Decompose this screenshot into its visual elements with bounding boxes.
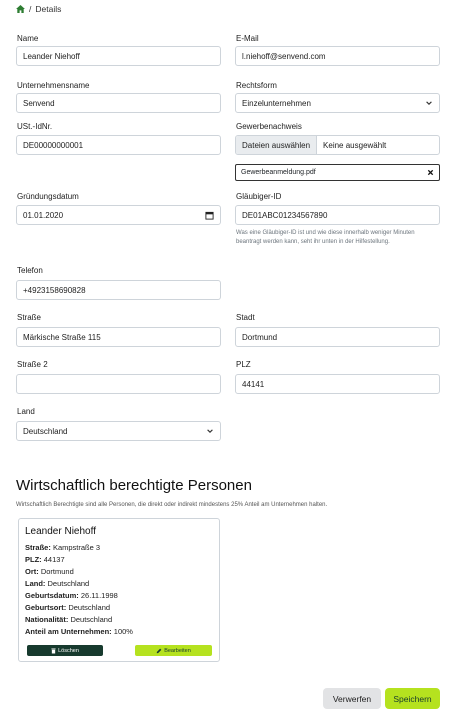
- person-field-zip: PLZ: 44137: [25, 555, 65, 564]
- phone-value: +4923158690828: [23, 285, 86, 295]
- founding-date-label: Gründungsdatum: [17, 192, 79, 201]
- founding-date-value: 01.01.2020: [23, 210, 64, 220]
- person-details: [25, 542, 217, 638]
- city-input[interactable]: [235, 327, 440, 347]
- vat-input[interactable]: [16, 135, 221, 155]
- name-value: Leander Niehoff: [23, 51, 80, 61]
- vat-label: USt.-IdNr.: [17, 122, 53, 131]
- street2-label: Straße 2: [17, 360, 48, 369]
- person-field-birthdate: Geburtsdatum: 26.11.1998: [25, 591, 118, 600]
- creditor-id-label: Gläubiger-ID: [236, 192, 282, 201]
- name-input[interactable]: [16, 46, 221, 66]
- chevron-down-icon: [206, 427, 214, 435]
- person-field-nationality: Nationalität: Deutschland: [25, 615, 113, 624]
- zip-input[interactable]: [235, 374, 440, 394]
- country-select[interactable]: [16, 421, 221, 441]
- person-field-city: Ort: Dortmund: [25, 567, 74, 576]
- save-button[interactable]: Speichern: [385, 688, 440, 709]
- person-field-share: Anteil am Unternehmen: 100%: [25, 627, 133, 636]
- trade-license-file-input[interactable]: [235, 135, 440, 155]
- company-label: Unternehmensname: [17, 81, 90, 90]
- founding-date-input[interactable]: [16, 205, 221, 225]
- creditor-id-help: Was eine Gläubiger-ID ist und wie diese innerhalb weniger Minuten beantragt werden kann, seht ihr unten in der Hilfestellung.: [236, 230, 415, 245]
- zip-label: PLZ: [236, 360, 251, 369]
- choose-files-button[interactable]: Dateien auswählen: [236, 136, 317, 154]
- calendar-icon[interactable]: [205, 211, 214, 220]
- phone-label: Telefon: [17, 266, 43, 275]
- creditor-id-input[interactable]: [235, 205, 440, 225]
- street2-input[interactable]: [16, 374, 221, 394]
- country-value: Deutschland: [23, 426, 68, 436]
- file-status: Keine ausgewählt: [323, 140, 387, 150]
- breadcrumb-separator: /: [29, 4, 32, 14]
- chevron-down-icon: [425, 99, 433, 107]
- street-value: Märkische Straße 115: [23, 332, 101, 342]
- city-label: Stadt: [236, 313, 255, 322]
- beneficial-owners-subtitle: Wirtschaftlich Berechtigte sind alle Personen, die direkt oder indirekt mindestens 25% Anteil am Unternehmen halten.: [16, 502, 328, 508]
- edit-person-button[interactable]: [135, 645, 212, 656]
- trade-license-label: Gewerbenachweis: [236, 122, 302, 131]
- home-icon[interactable]: [16, 5, 25, 13]
- email-input[interactable]: [235, 46, 440, 66]
- person-field-country: Land: Deutschland: [25, 579, 90, 588]
- city-value: Dortmund: [242, 332, 278, 342]
- company-value: Senvend: [23, 98, 55, 108]
- legal-form-label: Rechtsform: [236, 81, 277, 90]
- person-field-street: Straße: Kampstraße 3: [25, 543, 101, 552]
- legal-form-select[interactable]: [235, 93, 440, 113]
- person-name: Leander Niehoff: [25, 526, 96, 537]
- uploaded-file-chip: [235, 164, 440, 181]
- phone-input[interactable]: [16, 280, 221, 300]
- discard-button[interactable]: Verwerfen: [323, 688, 381, 709]
- uploaded-file-name: Gewerbeanmeldung.pdf: [241, 169, 316, 176]
- person-field-birthplace: Geburtsort: Deutschland: [25, 603, 111, 612]
- delete-person-button[interactable]: [27, 645, 103, 656]
- vat-value: DE00000000001: [23, 140, 84, 150]
- pencil-icon: [156, 648, 162, 654]
- email-label: E-Mail: [236, 34, 259, 43]
- email-value: l.niehoff@senvend.com: [242, 51, 326, 61]
- name-label: Name: [17, 34, 39, 43]
- street-label: Straße: [17, 313, 42, 322]
- country-label: Land: [17, 407, 35, 416]
- remove-file-icon[interactable]: [427, 169, 434, 176]
- person-card: [18, 518, 220, 662]
- company-input[interactable]: [16, 93, 221, 113]
- creditor-id-value: DE01ABC01234567890: [242, 210, 328, 220]
- edit-person-label: Bearbeiten: [164, 647, 191, 654]
- legal-form-value: Einzelunternehmen: [242, 98, 311, 108]
- zip-value: 44141: [242, 379, 265, 389]
- trash-icon: [51, 648, 56, 654]
- beneficial-owners-title: Wirtschaftlich berechtigte Personen: [16, 477, 252, 494]
- street-input[interactable]: [16, 327, 221, 347]
- breadcrumb-current: Details: [35, 4, 62, 14]
- delete-person-label: Löschen: [58, 647, 79, 654]
- breadcrumb: [16, 4, 61, 14]
